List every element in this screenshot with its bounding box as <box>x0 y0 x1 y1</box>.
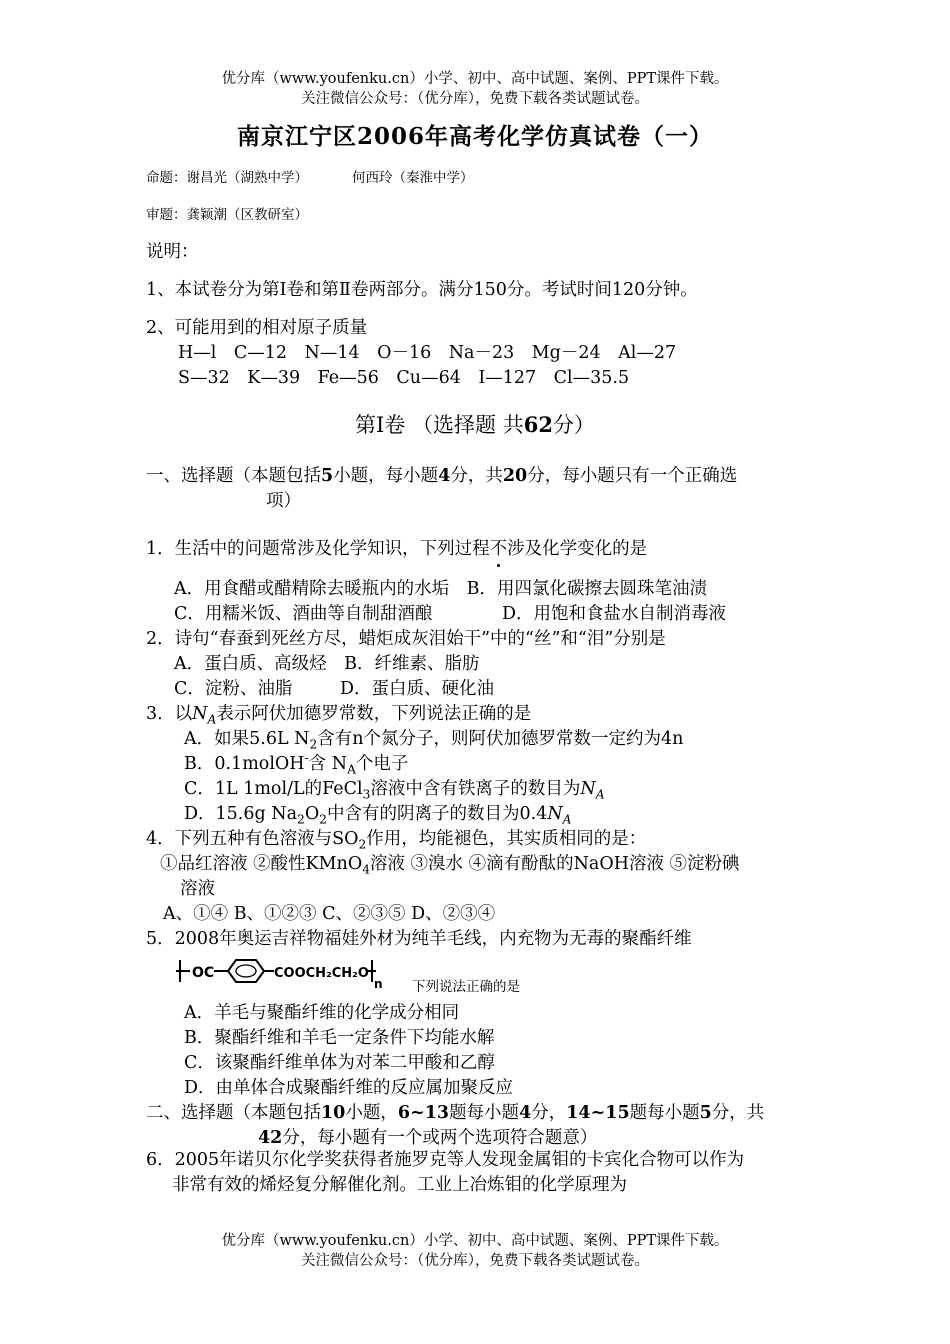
formula-n: n <box>374 977 383 991</box>
question-1-option-d: D．用饱和食盐水自制消毒液 <box>502 604 727 624</box>
part-2-instructions: 二、选择题（本题包括10小题，6~13题每小题4分，14~15题每小题5分，共 <box>146 1103 765 1123</box>
question-4-options: A、①④ B、①②③ C、②③⑤ D、②③④ <box>163 904 496 924</box>
question-2-option-d: D．蛋白质、硬化油 <box>340 679 495 699</box>
footer-line-1: 优分库（www.youfenku.cn）小学、初中、高中试题、案例、PPT课件下载。 <box>221 1233 729 1249</box>
question-3-option-b: B．0.1molOH-含 $N_A$个电子 <box>184 751 409 777</box>
reviewer: 审题：龚颖潮（区教研室） <box>146 207 308 223</box>
formula-oc: OC <box>192 965 215 981</box>
question-5-option-b: B．聚酯纤维和羊毛一定条件下均能水解 <box>184 1028 495 1048</box>
page-title: 南京江宁区2006年高考化学仿真试卷（一） <box>236 123 713 150</box>
atomic-masses-1: H—l C—12 N—14 O－16 Na－23 Mg－24 Al—27 <box>178 343 677 363</box>
question-5-stem: 5．2008年奥运吉祥物福娃外材为纯羊毛线，内充物为无毒的聚酯纤维 <box>146 929 692 949</box>
question-4-stem: 4．下列五种有色溶液与$SO_2$作用，均能褪色，其实质相同的是： <box>146 829 647 852</box>
question-1-options-ab: A．用食醋或醋精除去暖瓶内的水垢 B．用四氯化碳擦去圆珠笔油渍 <box>174 579 707 599</box>
question-5-option-a: A．羊毛与聚酯纤维的化学成分相同 <box>184 1003 460 1023</box>
header-line-1: 优分库（www.youfenku.cn）小学、初中、高中试题、案例、PPT课件下载。 <box>221 71 729 87</box>
question-6-line-2: 非常有效的烯烃复分解催化剂。工业上冶炼钼的化学原理为 <box>172 1175 627 1195</box>
notes-item-2: 2、可能用到的相对原子质量 <box>146 318 368 338</box>
part-1-instructions-cont: 项） <box>266 491 301 511</box>
question-3-option-a: A．如果5.6L $N_2$含有n个氮分子，则阿伏加德罗常数一定约为4n <box>184 729 684 752</box>
emphasis-dot-char: 不 <box>489 539 508 559</box>
question-4-items: ①品红溶液 ②酸性KMnO$_4$溶液 ③溴水 ④滴有酚酞的NaOH溶液 ⑤淀粉碘 <box>160 854 740 877</box>
benzene-inner-circle <box>236 965 256 977</box>
question-1-stem: 1．生活中的问题常涉及化学知识，下列过程不涉及化学变化的是 <box>146 539 648 559</box>
formula-ester: COOCH₂CH₂O <box>274 966 369 981</box>
question-4-items-cont: 溶液 <box>180 879 215 899</box>
question-2-stem: 2．诗句“春蚕到死丝方尽，蜡炬成灰泪始干”中的“丝”和“泪”分别是 <box>146 629 666 649</box>
proposer-2: 何西玲（秦淮中学） <box>352 170 474 186</box>
part-1-instructions: 一、选择题（本题包括5小题，每小题4分，共20分，每小题只有一个正确选 <box>146 466 738 486</box>
section-1-heading: 第Ⅰ卷 （选择题 共62分） <box>355 412 595 437</box>
polyester-structural-formula <box>176 952 396 992</box>
question-6-line-1: 6．2005年诺贝尔化学奖获得者施罗克等人发现金属钼的卡宾化合物可以作为 <box>146 1150 745 1170</box>
question-5-caption: 下列说法正确的是 <box>412 979 520 995</box>
question-3-option-c: C．1L 1mol/L的FeCl$_3$溶液中含有铁离子的数目为$N_A$ <box>184 779 605 802</box>
question-2-option-c: C．淀粉、油脂 <box>174 679 293 699</box>
part-2-instructions-cont: 42分，每小题有一个或两个选项符合题意） <box>258 1128 598 1148</box>
notes-heading: 说明： <box>146 242 199 262</box>
atomic-masses-2: S—32 K—39 Fe—56 Cu—64 I—127 Cl—35.5 <box>178 368 630 388</box>
notes-item-1: 1、本试卷分为第Ⅰ卷和第Ⅱ卷两部分。满分150分。考试时间120分钟。 <box>146 280 698 300</box>
header-line-2: 关注微信公众号：（优分库），免费下载各类试题试卷。 <box>301 91 649 107</box>
question-3-stem: 3．以$N_A$表示阿伏加德罗常数，下列说法正确的是 <box>146 704 532 727</box>
benzene-ring <box>228 960 264 982</box>
question-1-option-c: C．用糯米饭、酒曲等自制甜酒酿 <box>174 604 433 624</box>
footer-line-2: 关注微信公众号：（优分库），免费下载各类试题试卷。 <box>301 1253 649 1269</box>
question-5-option-c: C．该聚酯纤维单体为对苯二甲酸和乙醇 <box>184 1053 495 1073</box>
question-5-option-d: D．由单体合成聚酯纤维的反应属加聚反应 <box>184 1078 514 1098</box>
proposer-1: 命题：谢昌光（湖熟中学） <box>146 170 308 186</box>
question-2-options-ab: A．蛋白质、高级烃 B．纤维素、脂肪 <box>174 654 480 674</box>
question-3-option-d: D．15.6g $Na_2O_2$中含有的阴离子的数目为$0.4N_A$ <box>184 804 572 827</box>
